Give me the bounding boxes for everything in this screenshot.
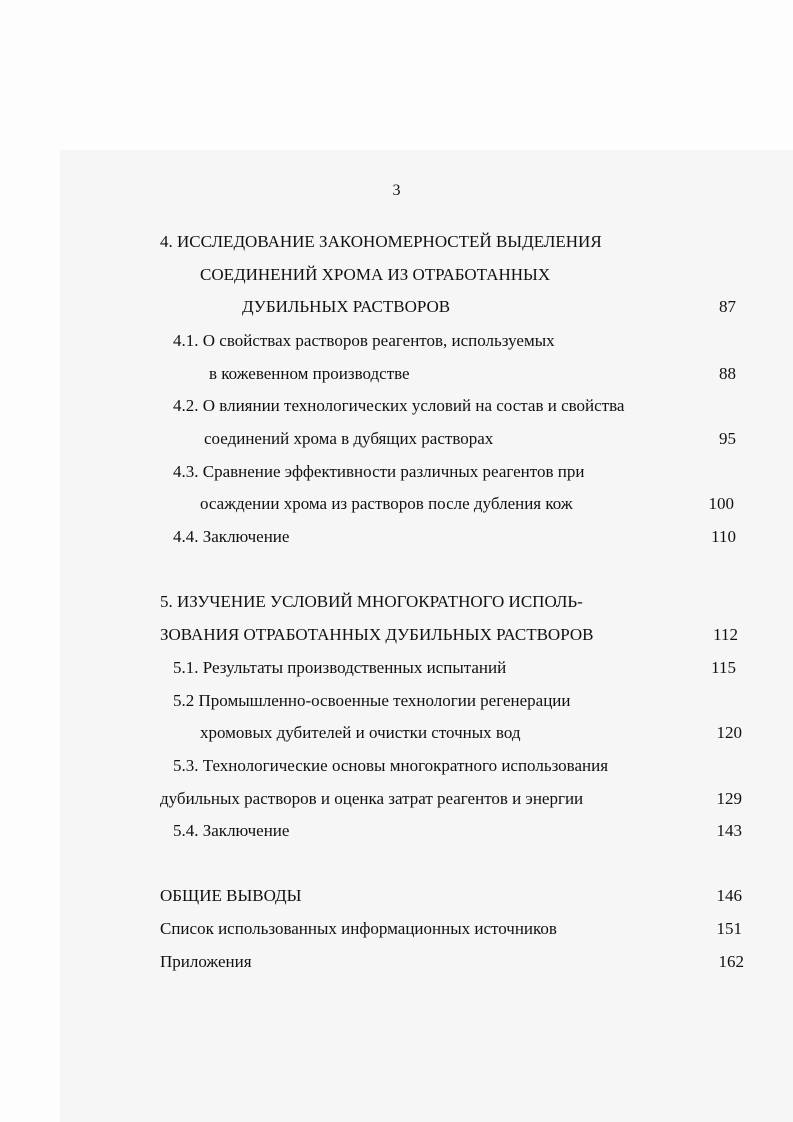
- conclusions-page: 146: [716, 886, 742, 905]
- section-4-4-page: 110: [711, 527, 736, 546]
- chapter5-page: 112: [713, 625, 738, 644]
- section-5-3-line2: дубильных растворов и оценка затрат реагентов и энергии: [160, 789, 584, 808]
- chapter4-title-line2: СОЕДИНЕНИЙ ХРОМА ИЗ ОТРАБОТАННЫХ: [200, 265, 551, 284]
- chapter4-title-line3: ДУБИЛЬНЫХ РАСТВОРОВ: [242, 297, 451, 316]
- chapter5-title-line1: 5. ИЗУЧЕНИЕ УСЛОВИЙ МНОГОКРАТНОГО ИСПОЛЬ-: [160, 592, 583, 611]
- chapter5-title-line2: ЗОВАНИЯ ОТРАБОТАННЫХ ДУБИЛЬНЫХ РАСТВОРОВ: [160, 625, 594, 644]
- section-4-4-line1: 4.4. Заключение: [173, 527, 290, 546]
- section-4-3-line1: 4.3. Сравнение эффективности различных реагентов при: [173, 462, 585, 481]
- references-label: Список использованных информационных источников: [160, 919, 557, 938]
- section-4-3-page: 100: [708, 494, 734, 513]
- section-5-2-page: 120: [716, 723, 742, 742]
- section-5-2-line2: хромовых дубителей и очистки сточных вод: [200, 723, 521, 742]
- section-4-1-line1: 4.1. О свойствах растворов реагентов, используемых: [173, 331, 555, 350]
- section-4-1-line2: в кожевенном производстве: [209, 364, 410, 383]
- chapter4-title-line1: 4. ИССЛЕДОВАНИЕ ЗАКОНОМЕРНОСТЕЙ ВЫДЕЛЕНИЯ: [160, 232, 602, 251]
- chapter4-page: 87: [719, 297, 736, 316]
- section-5-3-line1: 5.3. Технологические основы многократного использования: [173, 756, 609, 775]
- page-number: 3: [392, 182, 401, 199]
- references-page: 151: [716, 919, 742, 938]
- section-4-2-line1: 4.2. О влиянии технологических условий на состав и свойства: [173, 396, 625, 415]
- appendices-label: Приложения: [160, 952, 252, 971]
- section-5-3-page: 129: [716, 789, 742, 808]
- conclusions-label: ОБЩИЕ ВЫВОДЫ: [160, 886, 302, 905]
- section-5-1-page: 115: [711, 658, 736, 677]
- section-5-2-line1: 5.2 Промышленно-освоенные технологии регенерации: [173, 691, 571, 710]
- section-4-2-page: 95: [719, 429, 736, 448]
- section-4-2-line2: соединений хрома в дубящих растворах: [204, 429, 494, 448]
- section-4-3-line2: осаждении хрома из растворов после дубления кож: [200, 494, 573, 513]
- section-5-4-page: 143: [716, 821, 742, 840]
- section-5-4-line1: 5.4. Заключение: [173, 821, 290, 840]
- section-5-1-line1: 5.1. Результаты производственных испытаний: [173, 658, 507, 677]
- appendices-page: 162: [718, 952, 744, 971]
- section-4-1-page: 88: [719, 364, 736, 383]
